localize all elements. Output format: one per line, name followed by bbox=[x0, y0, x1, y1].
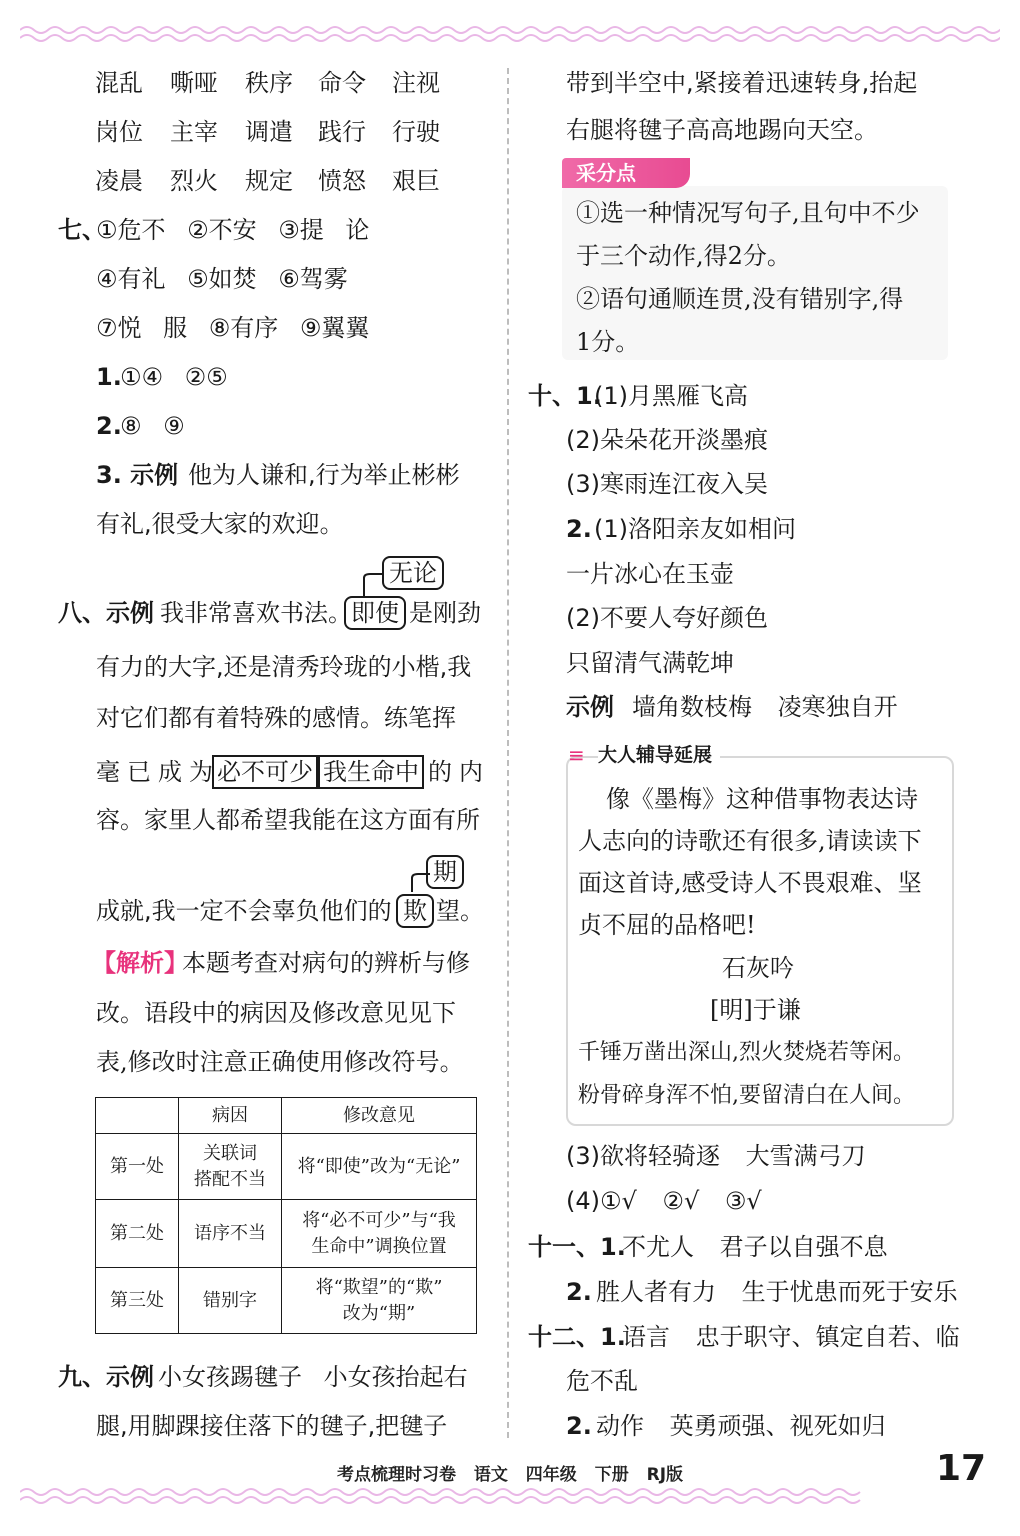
vocab-word: 规定 bbox=[245, 167, 293, 195]
q11-n2: 2. bbox=[566, 1278, 592, 1306]
table-row bbox=[96, 1134, 477, 1200]
table-cell: 第一处 bbox=[96, 1134, 179, 1200]
vocab-word: 调遣 bbox=[245, 118, 293, 146]
q10-example: 墙角数枝梅 凌寒独自开 bbox=[632, 693, 898, 721]
q8-number: 八、示例 bbox=[58, 599, 154, 627]
q10-a3: (3)寒雨连江夜入吴 bbox=[566, 470, 768, 498]
q8-insert-wulun: 无论 bbox=[382, 556, 444, 590]
q7-number: 七、 bbox=[58, 216, 106, 244]
table-row bbox=[96, 1200, 477, 1268]
q12-a1: 语言 忠于职守、镇定自若、临 bbox=[622, 1323, 960, 1351]
extension-p3: 面这首诗,感受诗人不畏艰难、坚 bbox=[578, 869, 922, 897]
top-wave-border bbox=[20, 22, 1000, 48]
q10-a1: (1)月黑雁飞高 bbox=[594, 382, 748, 410]
table-header-cell: 修改意见 bbox=[282, 1098, 477, 1134]
table-cell: 错别字 bbox=[179, 1268, 282, 1334]
poem-line2: 粉骨碎身浑不怕,要留清白在人间。 bbox=[578, 1083, 915, 1108]
q8-line4a: 毫已成为 bbox=[96, 758, 220, 786]
q10-example-tag: 示例 bbox=[566, 693, 614, 721]
scoring-badge: 采分点 bbox=[562, 158, 690, 188]
poem-line1: 千锤万凿出深山,烈火焚烧若等闲。 bbox=[578, 1040, 915, 1065]
q12-a1b: 危不乱 bbox=[566, 1367, 638, 1395]
poem-author: [明]于谦 bbox=[710, 996, 801, 1024]
score-line4: 1分。 bbox=[576, 328, 640, 356]
q10-b1: (1)洛阳亲友如相问 bbox=[594, 515, 796, 543]
bottom-wave-border bbox=[20, 1484, 1000, 1510]
q12-n2: 2. bbox=[566, 1412, 592, 1440]
q9-cont-line2: 右腿将毽子高高地踢向天空。 bbox=[566, 116, 878, 144]
analysis-line1: 本题考查对病句的辨析与修 bbox=[182, 949, 470, 977]
vocab-word: 艰巨 bbox=[392, 167, 440, 195]
extension-title: 大人辅导延展 bbox=[598, 740, 720, 770]
q10-b1b: 一片冰心在玉壶 bbox=[566, 560, 734, 588]
q8-line6b: 望。 bbox=[436, 897, 484, 925]
insert-arrow-icon bbox=[360, 568, 390, 598]
table-header-cell: 病因 bbox=[179, 1098, 282, 1134]
vocab-word: 愤怒 bbox=[318, 167, 366, 195]
q7-line1: ①危不 ②不安 ③提 论 bbox=[96, 216, 370, 244]
vocab-word: 注视 bbox=[392, 69, 440, 97]
table-cell: 关联词 搭配不当 bbox=[179, 1134, 282, 1200]
error-analysis-table bbox=[95, 1097, 477, 1334]
table-cell: 语序不当 bbox=[179, 1200, 282, 1268]
q7-line3: ⑦悦 服 ⑧有序 ⑨翼翼 bbox=[96, 314, 370, 342]
q7-answer3-line2: 有礼,很受大家的欢迎。 bbox=[96, 510, 344, 538]
q10-a2: (2)朵朵花开淡墨痕 bbox=[566, 426, 768, 454]
poem-title: 石灰吟 bbox=[722, 954, 794, 982]
vocab-word: 凌晨 bbox=[95, 167, 143, 195]
q8-line1b: 是刚劲 bbox=[409, 599, 481, 627]
q8-box-qi-wrong: 欺 bbox=[396, 894, 434, 928]
q7-answer3-label: 3. 示例 bbox=[96, 461, 179, 489]
q7-line2: ④有礼 ⑤如焚 ⑥驾雾 bbox=[96, 265, 348, 293]
footer-book-info: 考点梳理时习卷 语文 四年级 下册 RJ版 bbox=[336, 1465, 684, 1485]
analysis-tag: 【解析】 bbox=[92, 949, 188, 977]
q8-line2: 有力的大字,还是清秀玲珑的小楷,我 bbox=[96, 653, 472, 681]
score-line1: ①选一种情况写句子,且句中不少 bbox=[576, 199, 920, 227]
table-header-row bbox=[96, 1098, 477, 1134]
q11-a2: 胜人者有力 生于忧患而死于安乐 bbox=[596, 1278, 958, 1306]
vocab-word: 嘶哑 bbox=[170, 69, 218, 97]
q8-line4b: 的内 bbox=[428, 758, 490, 786]
analysis-line3: 表,修改时注意正确使用修改符号。 bbox=[96, 1048, 464, 1076]
q10-number: 十、1. bbox=[528, 382, 602, 410]
q9-cont-line1: 带到半空中,紧接着迅速转身,抬起 bbox=[566, 69, 918, 97]
table-cell: 第二处 bbox=[96, 1200, 179, 1268]
score-line3: ②语句通顺连贯,没有错别字,得 bbox=[576, 285, 904, 313]
q9-number: 九、示例 bbox=[58, 1363, 154, 1391]
q8-line5: 容。家里人都希望我能在这方面有所 bbox=[96, 806, 480, 834]
vocab-word: 烈火 bbox=[170, 167, 218, 195]
vocab-word: 命令 bbox=[318, 69, 366, 97]
insert-arrow-icon bbox=[408, 868, 432, 894]
vocab-word: 秩序 bbox=[245, 69, 293, 97]
q10-b3: (3)欲将轻骑逐 大雪满弓刀 bbox=[566, 1142, 866, 1170]
vocab-word: 主宰 bbox=[170, 118, 218, 146]
q7-answer1-number: 1. bbox=[96, 363, 122, 391]
extension-p4: 贞不屈的品格吧! bbox=[578, 911, 756, 939]
q10-b2b: 只留清气满乾坤 bbox=[566, 649, 734, 677]
q11-number: 十一、1. bbox=[528, 1233, 626, 1261]
q7-answer2-number: 2. bbox=[96, 412, 122, 440]
q9-line2: 腿,用脚踝接住落下的毽子,把毽子 bbox=[96, 1412, 448, 1440]
q8-line1a: 我非常喜欢书法。 bbox=[160, 599, 352, 627]
q7-answer3-line1: 他为人谦和,行为举止彬彬 bbox=[188, 461, 460, 489]
q8-box-jishi: 即使 bbox=[344, 596, 406, 630]
analysis-line2: 改。语段中的病因及修改意见见下 bbox=[96, 999, 456, 1027]
vocab-word: 混乱 bbox=[95, 69, 143, 97]
q8-insert-qi: 期 bbox=[426, 855, 464, 889]
vocab-word: 践行 bbox=[318, 118, 366, 146]
q11-a1: 不尤人 君子以自强不息 bbox=[622, 1233, 888, 1261]
extension-p1: 像《墨梅》这种借事物表达诗 bbox=[606, 785, 918, 813]
q10-b-number: 2. bbox=[566, 515, 592, 543]
score-line2: 于三个动作,得2分。 bbox=[576, 242, 791, 270]
table-cell: 第三处 bbox=[96, 1268, 179, 1334]
table-cell: 将“必不可少”与“我 生命中”调换位置 bbox=[282, 1200, 477, 1268]
table-header-cell bbox=[96, 1098, 179, 1134]
q12-number: 十二、1. bbox=[528, 1323, 626, 1351]
table-row bbox=[96, 1268, 477, 1334]
page-number: 17 bbox=[936, 1448, 987, 1489]
q10-b4: (4)①√ ②√ ③√ bbox=[566, 1187, 762, 1215]
table-cell: 将“欺望”的“欺” 改为“期” bbox=[282, 1268, 477, 1334]
extension-p2: 人志向的诗歌还有很多,请读读下 bbox=[578, 827, 922, 855]
q8-box-woshengmingzhong: 我生命中 bbox=[318, 755, 424, 789]
q8-line6a: 成就,我一定不会辜负他们的 bbox=[96, 897, 392, 925]
column-divider bbox=[507, 68, 509, 1438]
vocab-word: 岗位 bbox=[95, 118, 143, 146]
q8-box-bibukeshao: 必不可少 bbox=[212, 755, 318, 789]
vocab-word: 行驶 bbox=[392, 118, 440, 146]
menu-icon: ≡ bbox=[568, 743, 585, 767]
q9-line1: 小女孩踢毽子 小女孩抬起右 bbox=[158, 1363, 468, 1391]
q10-b2: (2)不要人夸好颜色 bbox=[566, 604, 768, 632]
q12-a2: 动作 英勇顽强、视死如归 bbox=[596, 1412, 886, 1440]
q8-line3: 对它们都有着特殊的感情。练笔挥 bbox=[96, 704, 456, 732]
q7-answer1: ①④ ②⑤ bbox=[120, 363, 228, 391]
table-cell: 将“即使”改为“无论” bbox=[282, 1134, 477, 1200]
q7-answer2: ⑧ ⑨ bbox=[120, 412, 185, 440]
